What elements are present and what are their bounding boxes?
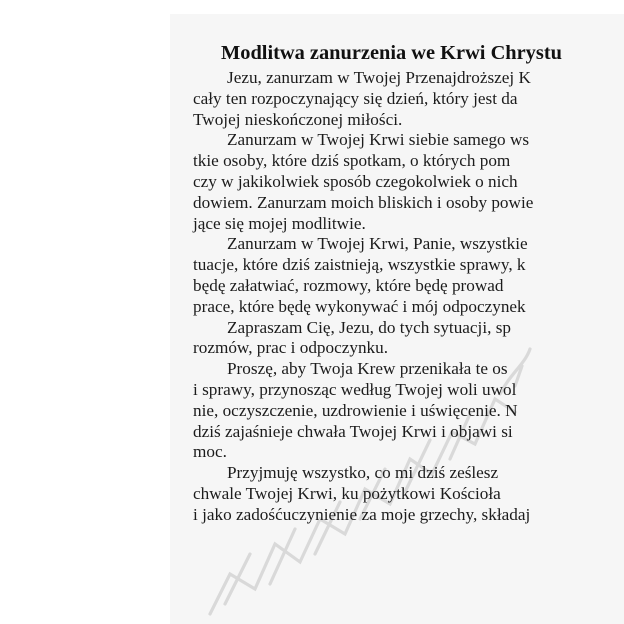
text-line: Zanurzam w Twojej Krwi, Panie, wszystkie (227, 234, 528, 254)
text-line: będę załatwiać, rozmowy, które będę prowad (193, 275, 504, 295)
text-line: i jako zadośćuczynienie za moje grzechy, składaj (193, 504, 531, 524)
text-line: i sprawy, przynosząc według Twojej woli uwol (193, 379, 517, 399)
document-page (170, 14, 624, 624)
text-line: nie, oczyszczenie, uzdrowienie i uświęcenie. N (193, 400, 518, 420)
text-line: Zanurzam w Twojej Krwi siebie samego ws (227, 130, 530, 150)
prayer-title: Modlitwa zanurzenia we Krwi Chrystu (221, 42, 562, 64)
text-line: tuacje, które dziś zaistnieją, wszystkie sprawy, k (193, 255, 526, 275)
text-line: Twojej nieskończonej miłości. (193, 109, 403, 129)
text-line: Zapraszam Cię, Jezu, do tych sytuacji, sp (227, 317, 511, 337)
text-line: czy w jakikolwiek sposób czegokolwiek o nich (193, 171, 518, 191)
text-line: jące się mojej modlitwie. (193, 213, 366, 233)
text-line: dziś zajaśnieje chwała Twojej Krwi i objawi si (193, 421, 513, 441)
text-line: chwale Twojej Krwi, ku pożytkowi Kościoła (193, 483, 501, 503)
prayer-text (193, 41, 624, 526)
text-line: Proszę, aby Twoja Krew przenikała te os (227, 359, 508, 379)
text-line: dowiem. Zanurzam moich bliskich i osoby powie (193, 192, 534, 212)
text-line: cały ten rozpoczynający się dzień, który jest da (193, 88, 518, 108)
text-line: rozmów, prac i odpoczynku. (193, 338, 389, 358)
text-line: moc. (193, 442, 227, 462)
text-line: tkie osoby, które dziś spotkam, o których pom (193, 151, 511, 171)
text-line: Przyjmuję wszystko, co mi dziś ześlesz (227, 463, 499, 483)
text-line: prace, które będę wykonywać i mój odpoczynek (193, 296, 526, 316)
text-line: Jezu, zanurzam w Twojej Przenajdroższej K (227, 68, 531, 87)
